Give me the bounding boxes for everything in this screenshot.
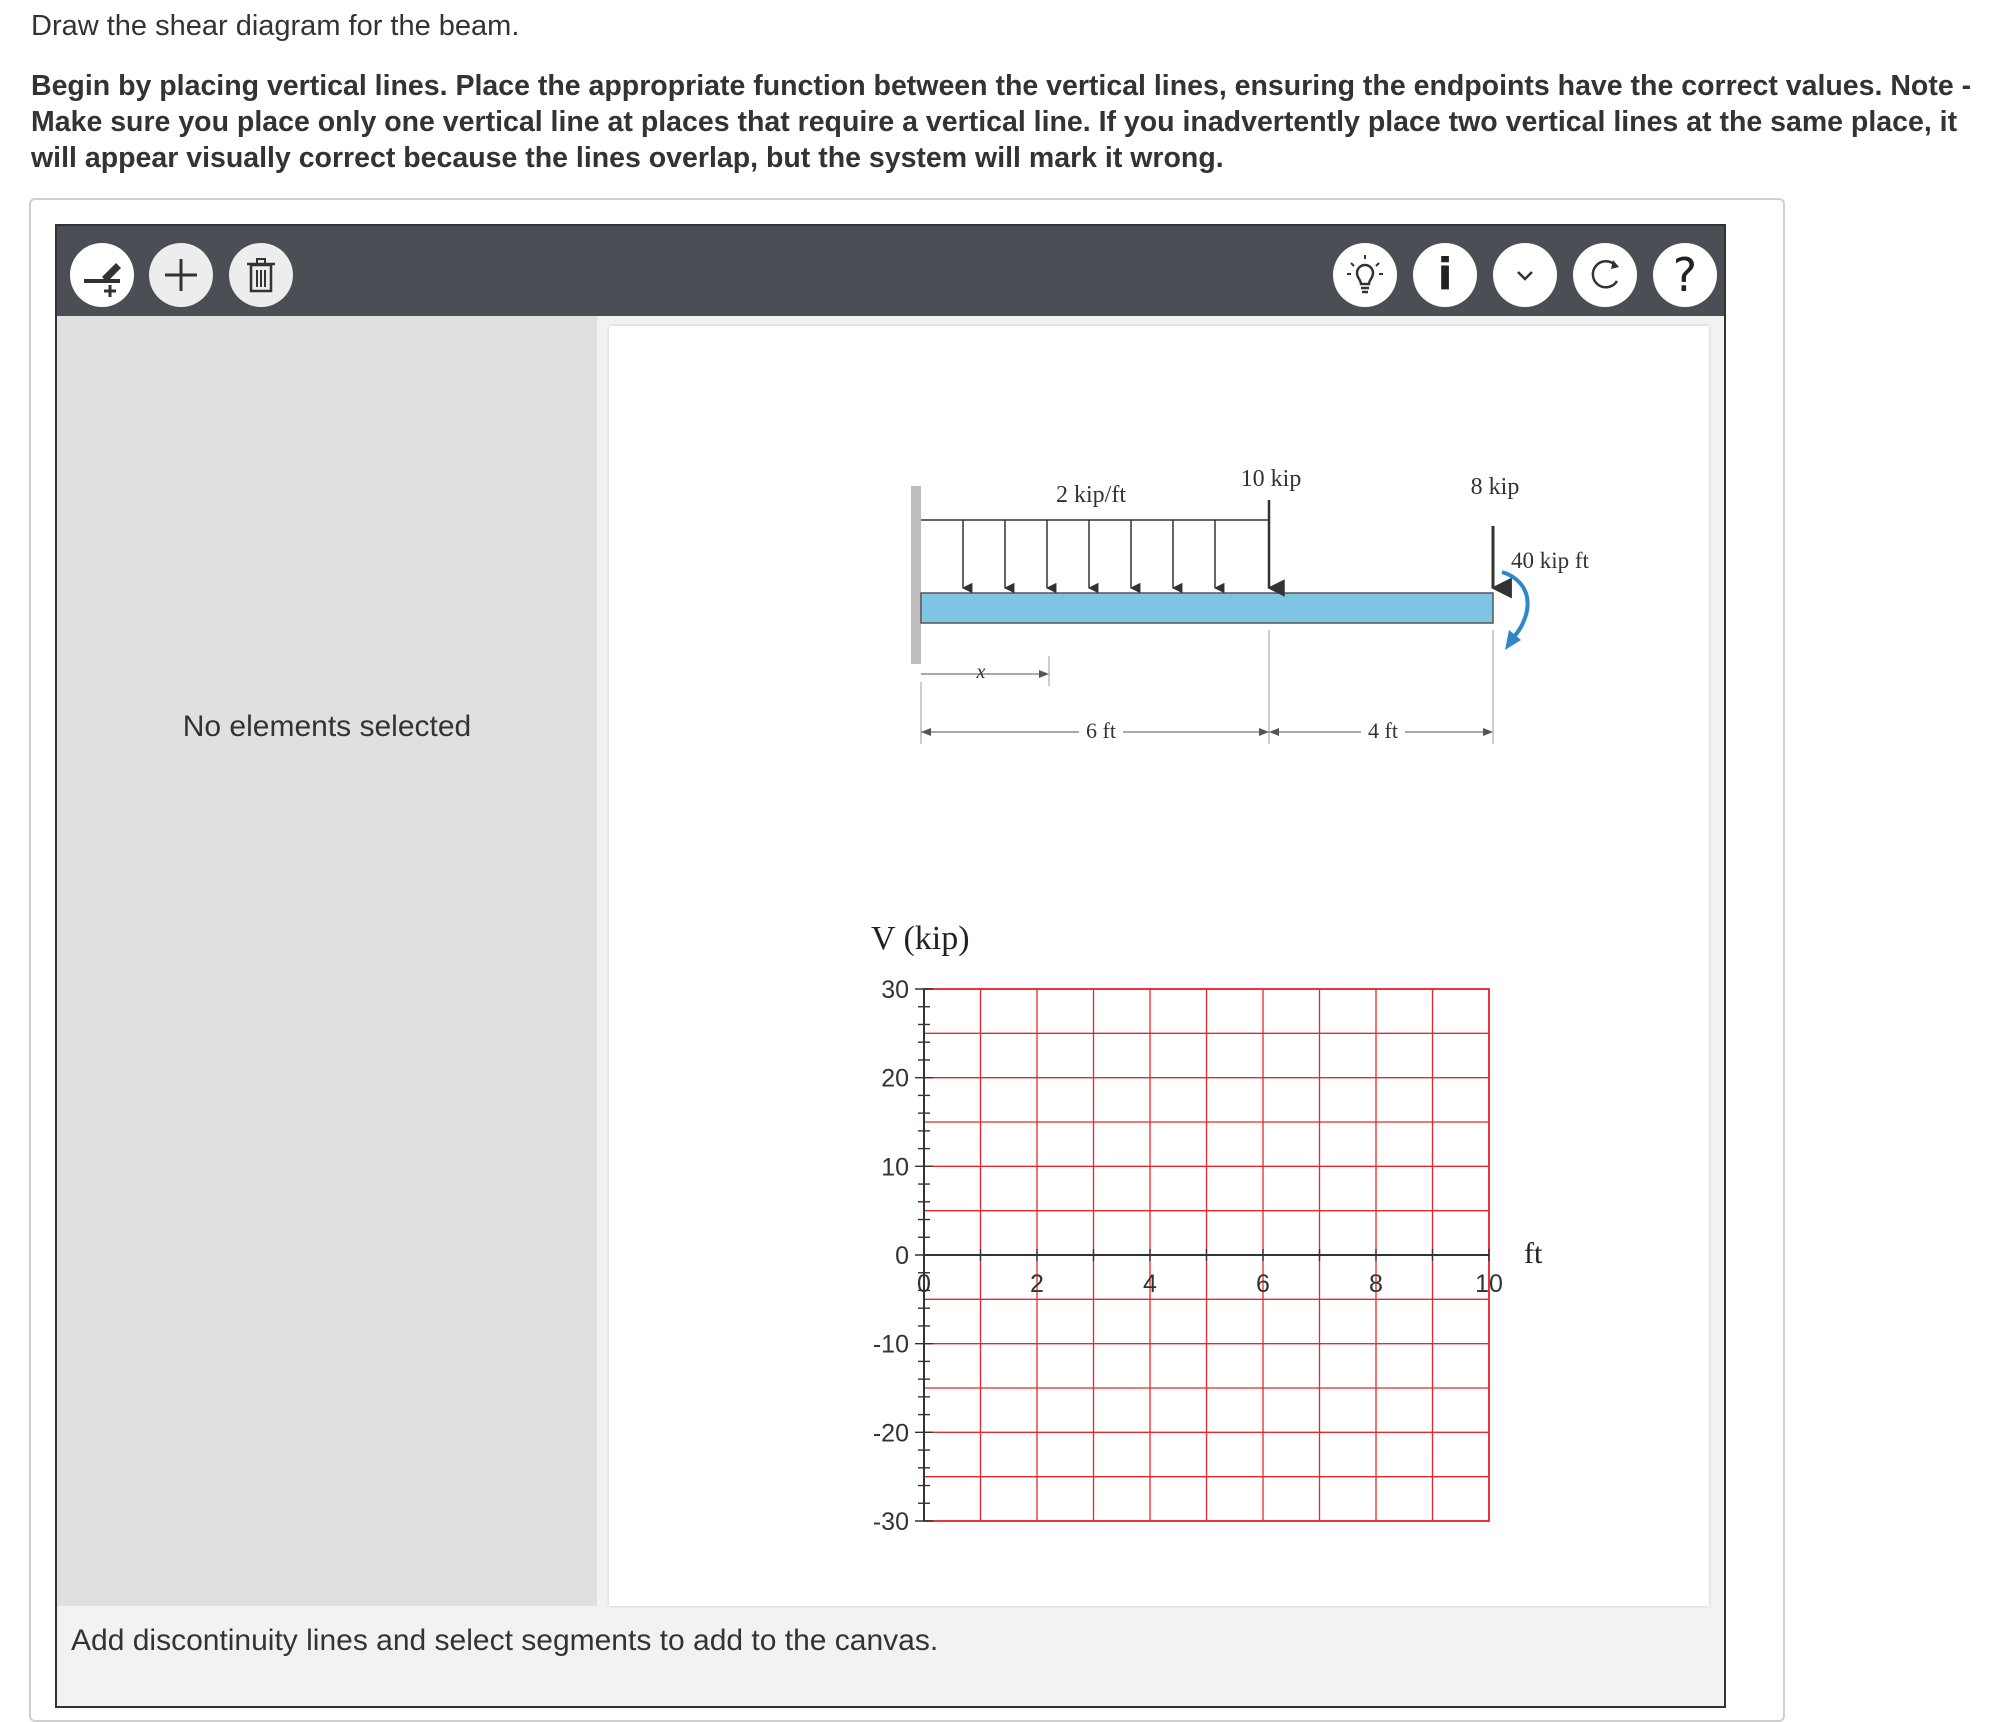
canvas-svg [609, 326, 1709, 1606]
add-button[interactable] [149, 243, 213, 307]
beam [921, 593, 1493, 623]
dim-arrow-mid-left [1259, 728, 1269, 736]
y-tick-label: -10 [872, 1330, 909, 1359]
footer-instructions: Add discontinuity lines and select segments to add to the canvas. [71, 1624, 939, 1657]
y-axis-label: V (kip) [871, 920, 970, 957]
dim-arrow-left [921, 728, 931, 736]
x-tick-label: 10 [1475, 1270, 1503, 1298]
question-title: Draw the shear diagram for the beam. [31, 10, 520, 42]
discontinuity-tool-button[interactable] [70, 243, 134, 307]
trash-icon [229, 243, 293, 307]
y-tick-label: 20 [881, 1064, 909, 1093]
x-dim-arrow [1039, 670, 1049, 678]
drawing-canvas[interactable] [609, 326, 1709, 1606]
point-load-mid-label: 10 kip [1240, 466, 1302, 492]
x-tick-label: 0 [917, 1270, 931, 1298]
info-button[interactable] [1413, 243, 1477, 307]
y-tick-label: 10 [881, 1153, 909, 1182]
dim-arrow-right [1483, 728, 1493, 736]
selection-status: No elements selected [182, 710, 472, 743]
y-tick-label: -20 [872, 1419, 909, 1448]
help-button[interactable] [1653, 243, 1717, 307]
dropdown-button[interactable] [1493, 243, 1557, 307]
point-load-end-label: 8 kip [1470, 474, 1520, 500]
x-tick-label: 2 [1030, 1270, 1044, 1298]
info-icon: i [1437, 249, 1453, 300]
dim-right-label: 4 ft [1368, 718, 1398, 743]
y-tick-label: 0 [895, 1242, 909, 1270]
delete-button[interactable] [229, 243, 293, 307]
shear-chart [871, 920, 1543, 1536]
wall-support [911, 486, 921, 664]
distributed-load-label: 2 kip/ft [1056, 482, 1126, 508]
question-instructions: Begin by placing vertical lines. Place the appropriate function between the vertical lines, ensuring the endpoints have the correct values. Note - Make sure you place only one vertical line at places that require a vertical line. If you inadvertently place two vertical lines at the same place, it will appear visually correct because the lines overlap, but the system will mark it wrong. [31, 70, 1972, 174]
pen-plus-icon [70, 243, 134, 307]
lightbulb-icon [1333, 243, 1397, 307]
moment-label: 40 kip ft [1511, 548, 1589, 573]
y-tick-label: 30 [881, 976, 909, 1004]
distributed-load-arrows [963, 520, 1215, 588]
refresh-icon [1573, 243, 1637, 307]
properties-panel [57, 316, 597, 1606]
dim-left-label: 6 ft [1086, 718, 1116, 743]
beam-figure [911, 466, 1590, 744]
chevron-down-icon [1493, 243, 1557, 307]
hint-button[interactable] [1333, 243, 1397, 307]
x-label: x [976, 661, 986, 683]
question-icon: ? [1672, 248, 1698, 302]
toolbar [57, 226, 1724, 316]
plus-icon [149, 243, 213, 307]
y-tick-label: -30 [872, 1508, 909, 1536]
x-tick-label: 8 [1369, 1270, 1383, 1298]
reset-button[interactable] [1573, 243, 1637, 307]
dim-arrow-mid-right [1269, 728, 1279, 736]
x-tick-label: 4 [1143, 1270, 1157, 1298]
shear-diagram-widget [55, 224, 1726, 1708]
moment-arrow [1502, 572, 1528, 638]
x-axis-label: ft [1524, 1237, 1543, 1270]
x-tick-label: 6 [1256, 1270, 1270, 1298]
